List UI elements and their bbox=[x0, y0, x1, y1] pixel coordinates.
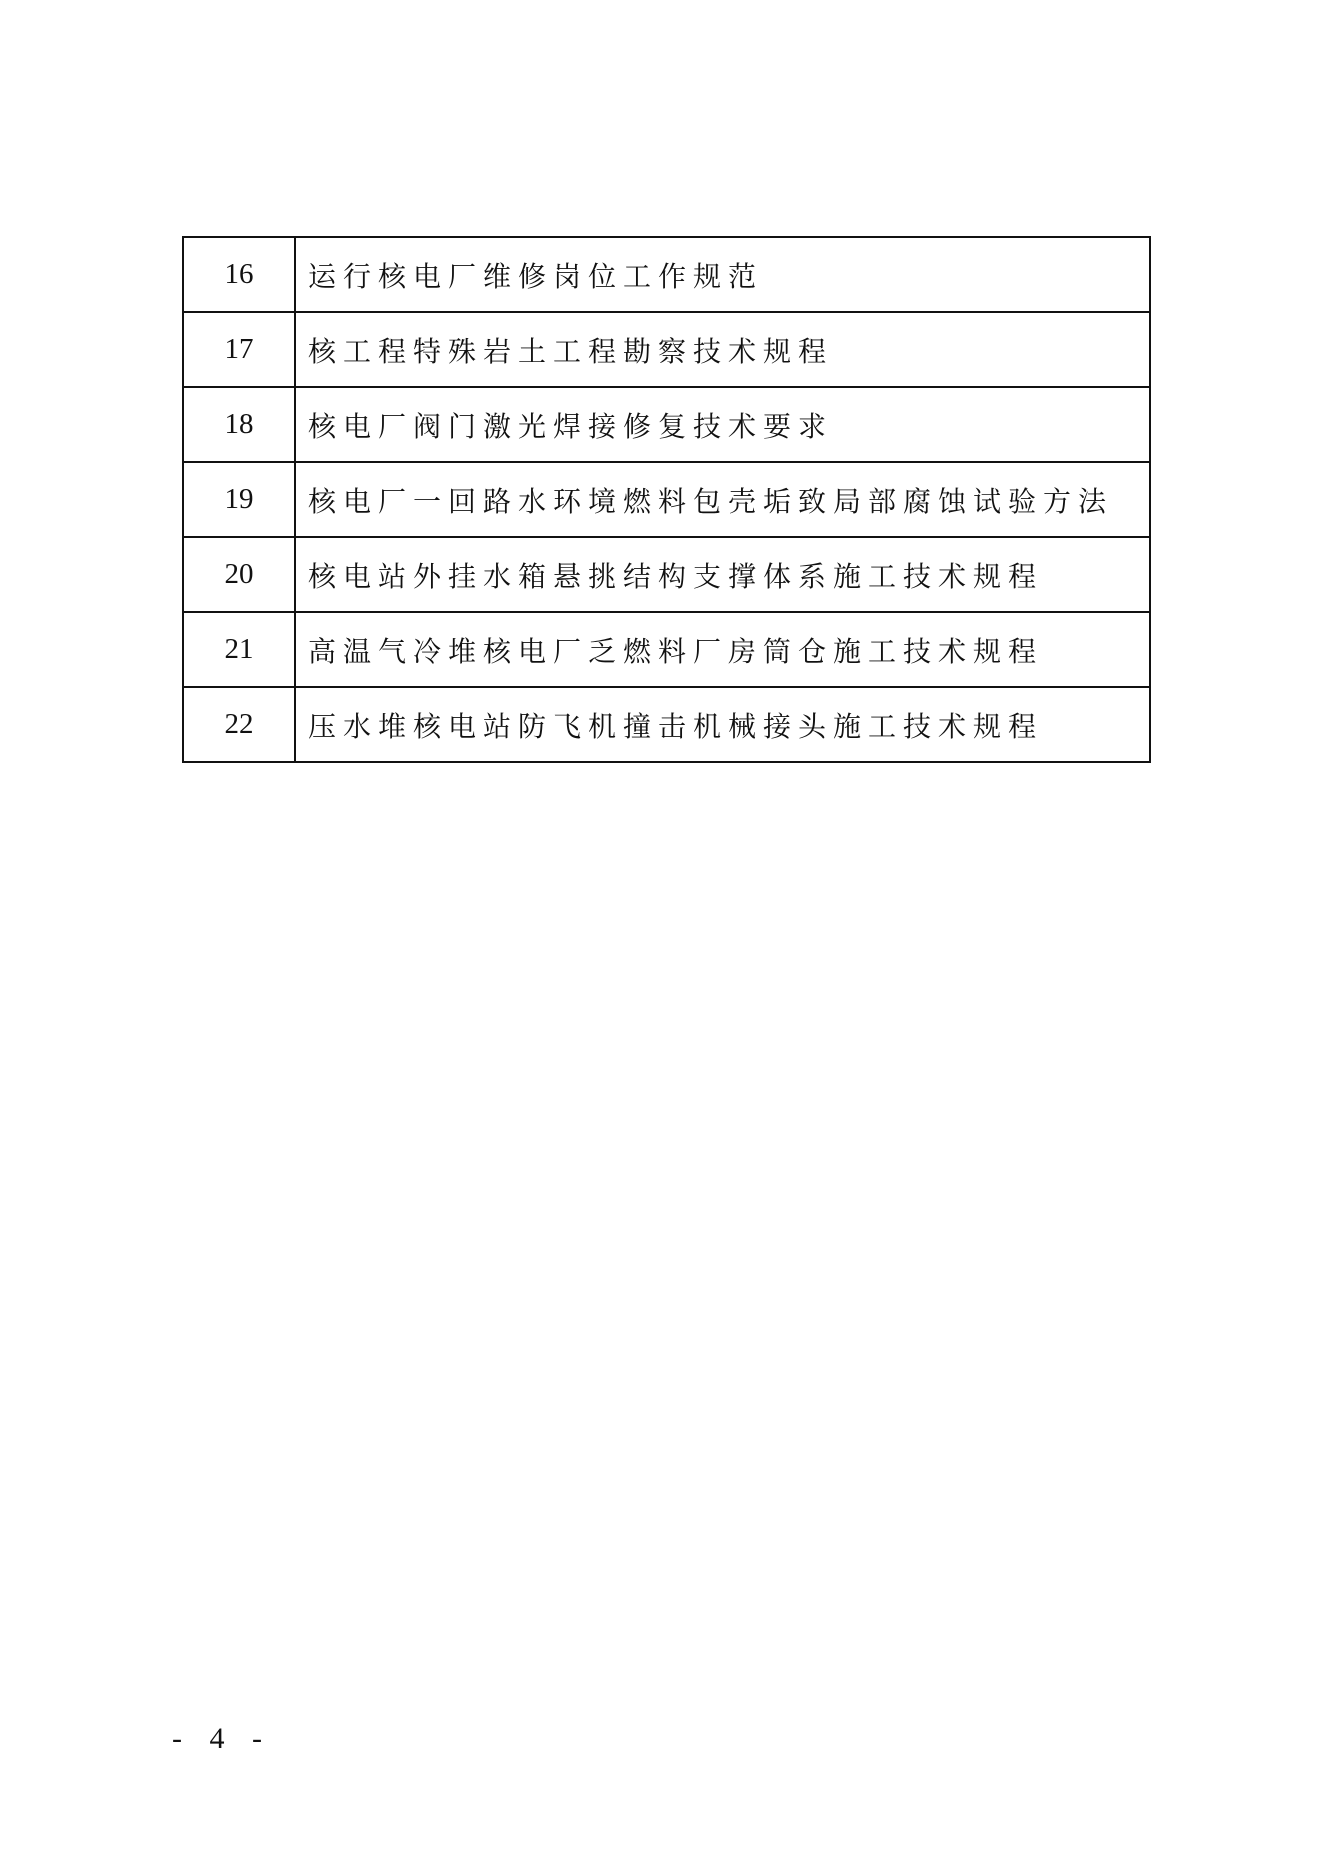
standards-table bbox=[182, 236, 1151, 763]
standard-title: 核电站外挂水箱悬挑结构支撑体系施工技术规程 bbox=[295, 537, 1150, 612]
table-row bbox=[183, 462, 1150, 537]
row-number: 17 bbox=[183, 312, 295, 387]
table-row bbox=[183, 537, 1150, 612]
row-number: 19 bbox=[183, 462, 295, 537]
table-row bbox=[183, 687, 1150, 762]
standard-title: 核工程特殊岩土工程勘察技术规程 bbox=[295, 312, 1150, 387]
table-row bbox=[183, 312, 1150, 387]
page-number: - 4 - bbox=[172, 1722, 272, 1755]
table-row bbox=[183, 612, 1150, 687]
row-number: 16 bbox=[183, 237, 295, 312]
standard-title: 压水堆核电站防飞机撞击机械接头施工技术规程 bbox=[295, 687, 1150, 762]
standard-title: 核电厂一回路水环境燃料包壳垢致局部腐蚀试验方法 bbox=[295, 462, 1150, 537]
row-number: 22 bbox=[183, 687, 295, 762]
standard-title: 运行核电厂维修岗位工作规范 bbox=[295, 237, 1150, 312]
row-number: 21 bbox=[183, 612, 295, 687]
table-row bbox=[183, 237, 1150, 312]
standard-title: 核电厂阀门激光焊接修复技术要求 bbox=[295, 387, 1150, 462]
table-row bbox=[183, 387, 1150, 462]
row-number: 18 bbox=[183, 387, 295, 462]
row-number: 20 bbox=[183, 537, 295, 612]
standard-title: 高温气冷堆核电厂乏燃料厂房筒仓施工技术规程 bbox=[295, 612, 1150, 687]
